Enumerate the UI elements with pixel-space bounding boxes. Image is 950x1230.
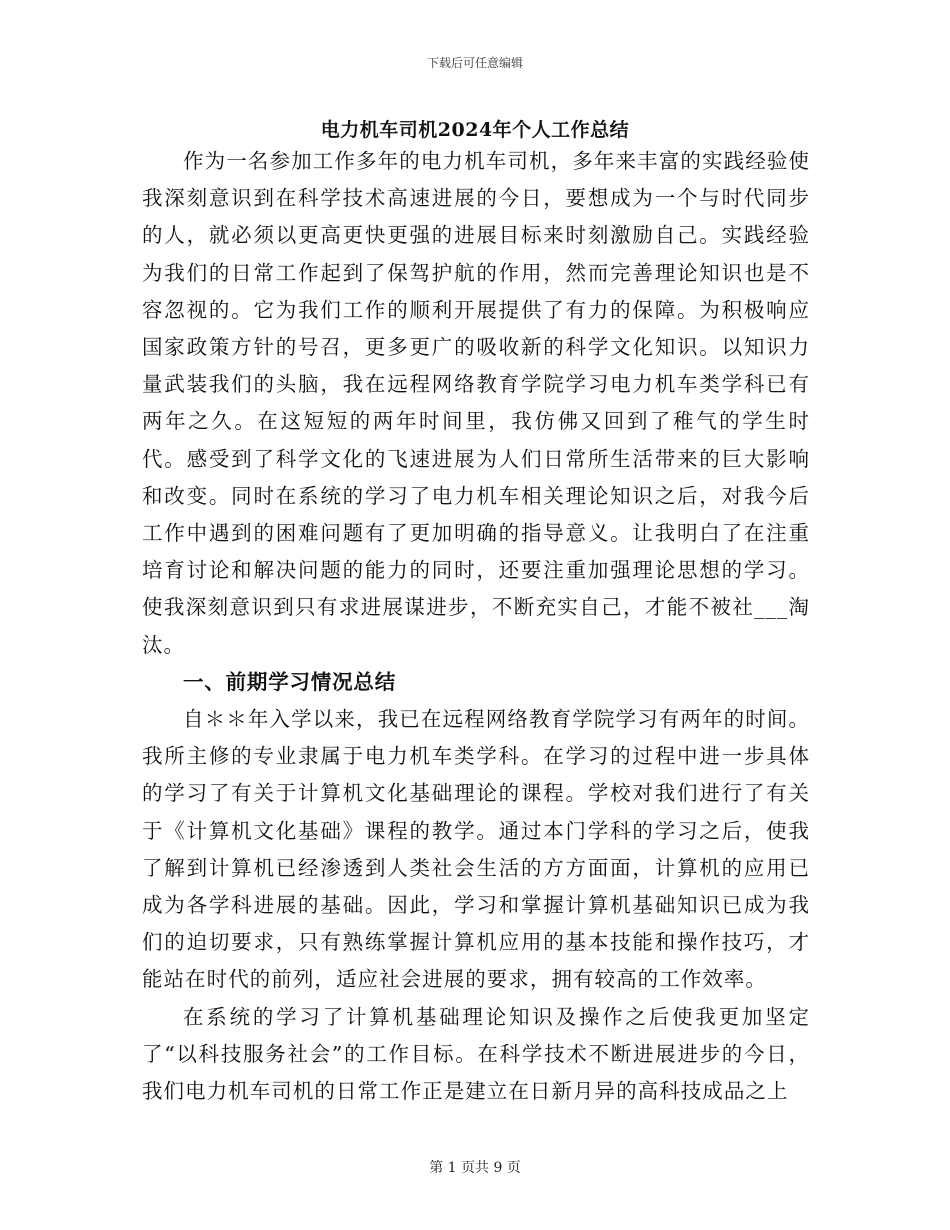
page-header-note: 下载后可任意编辑 xyxy=(426,56,523,70)
section1-paragraph-1: 自＊＊年入学以来，我已在远程网络教育学院学习有两年的时间。我所主修的专业隶属于电力机车类学科。在学习的过程中进一步具体的学习了有关于计算机文化基础理论的课程。学校对我们进行了有关于《计算机文化基础》课程的教学。通过本门学科的学习之后，使我了解到计算机已经渗透到人类社会生活的方方面面，计算机的应用已成为各学科进展的基础。因此，学习和掌握计算机基础知识已成为我们的迫切要求，只有熟练掌握计算机应用的基本技能和操作技巧，才能站在时代的前列，适应社会进展的要求，拥有较高的工作效率。 xyxy=(142,707,810,992)
document-body xyxy=(142,143,810,1110)
intro-paragraph: 作为一名参加工作多年的电力机车司机，多年来丰富的实践经验使我深刻意识到在科学技术高速进展的今日，要想成为一个与时代同步的人，就必须以更高更快更强的进展目标来时刻激励自己。实践经验为我们的日常工作起到了保驾护航的作用，然而完善理论知识也是不容忽视的。它为我们工作的顺利开展提供了有力的保障。为积极响应国家政策方针的号召，更多更广的吸收新的科学文化知识。以知识力量武装我们的头脑，我在远程网络教育学院学习电力机车类学科已有两年之久。在这短短的两年时间里，我仿佛又回到了稚气的学生时代。感受到了科学文化的飞速进展为人们日常所生活带来的巨大影响和改变。同时在系统的学习了电力机车相关理论知识之后，对我今后工作中遇到的困难问题有了更加明确的指导意义。让我明白了在注重培育讨论和解决问题的能力的同时，还要注重加强理论思想的学习。使我深刻意识到只有求进展谋进步，不断充实自己，才能不被社___淘汰。 xyxy=(142,149,810,657)
section-heading-1: 一、前期学习情况总结 xyxy=(183,669,396,694)
section1-paragraph-2: 在系统的学习了计算机基础理论知识及操作之后使我更加坚定了“以科技服务社会”的工作目标。在科学技术不断进展进步的今日，我们电力机车司机的日常工作正是建立在日新月异的高科技成品之上 xyxy=(142,1004,810,1104)
page-number-footer: 第 1 页共 9 页 xyxy=(429,1160,521,1176)
document-title: 电力机车司机2024年个人工作总结 xyxy=(320,119,630,141)
